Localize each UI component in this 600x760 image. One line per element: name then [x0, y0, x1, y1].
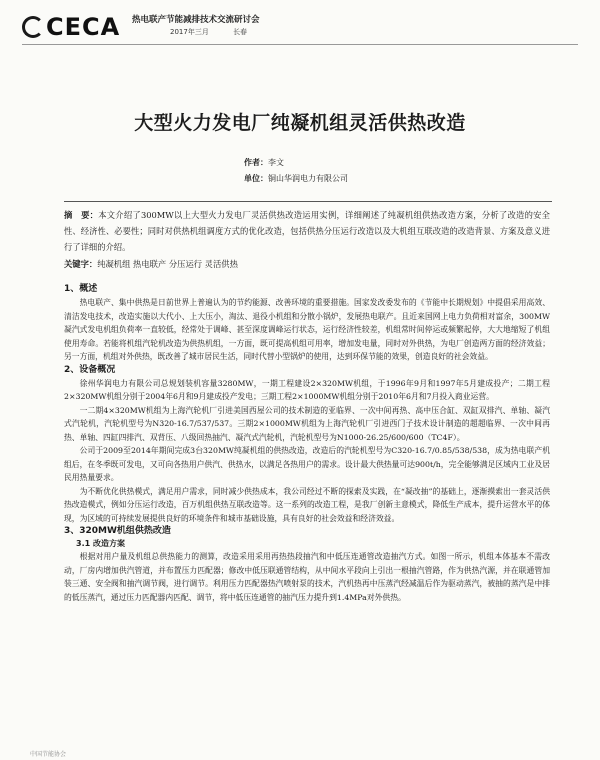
page-footer: 中国节能协会: [30, 751, 67, 758]
page-header: [22, 10, 578, 44]
paper-title: 大型火力发电厂纯凝机组灵活供热改造: [134, 112, 466, 134]
abstract-text: 本文介绍了300MW以上大型火力发电厂灵活供热改造运用实例，详细阐述了纯凝机组供热改造方案，分析了改造的安全性、经济性、必要性；同时对供热机组调度方式的优化改造，包括供热分压运行改造以及大机组互联改造的改造背景、方案及意义进行了详细的介绍。: [64, 210, 550, 252]
affiliation-label: 单位：: [244, 173, 268, 183]
section-heading: 1、概述: [64, 284, 98, 294]
header-divider: [22, 44, 578, 45]
abstract-label: 摘 要：: [64, 210, 99, 220]
author-line: [244, 157, 348, 168]
author-label: 作者：: [244, 157, 268, 167]
conference-date-place: [170, 27, 269, 37]
paragraph: 一二期4×320MW机组为上海汽轮机厂引进美国西屋公司的技术制造的亚临界、一次中间再热、高中压合缸、双缸双排汽、单轴、凝汽式汽轮机，汽轮机型号为N320-16.7/537/537。三期2×1000MW机组为上海汽轮机厂引进西门子技术设计制造的超超临界、一次中间再热、单轴、四缸四排汽、双背压、八级回热抽汽、凝汽式汽轮机，汽轮机型号为N1000-26.25/600/600（TC4F）。: [64, 405, 550, 442]
conference-name: 热电联产节能减排技术交流研讨会: [132, 15, 260, 25]
section-heading: 2、设备概况: [64, 364, 116, 375]
keywords-text: 纯凝机组 热电联产 分压运行 灵活供热: [97, 259, 238, 269]
conference-date: 2017年三月: [170, 28, 209, 36]
affiliation-name: 铜山华润电力有限公司: [268, 174, 348, 183]
logo-text: CECA: [46, 13, 121, 41]
abstract-divider: [64, 201, 552, 202]
subsection-heading: 3.1 改造方案: [76, 539, 125, 548]
keywords-label: 关键字：: [64, 259, 98, 269]
byline: [244, 157, 348, 189]
section-heading: 3、320MW机组供热改造: [64, 526, 171, 536]
paragraph: 为不断优化供热模式，满足用户需求，同时减少供热成本，我公司经过不断的探索及实践，在“凝改抽”的基础上，逐渐摸索出一套灵活供热改造模式，例如分压运行改造，百万机组供热互联改造等。这一系列的改造工程，是我厂创新主意模式，降低生产成本，提升运营水平的体现，为区域的可持续发展提供良好的环境条件和城市基础设施，具有良好的社会效益和经济效益。: [64, 486, 550, 523]
logo-ring-icon: [22, 16, 44, 38]
author-name: 李文: [268, 158, 284, 167]
paragraph: 热电联产、集中供热是日前世界上普遍认为的节约能源、改善环境的重要措施。国家发改委发布的《节能中长期规划》中提倡采用高效、清洁发电技术，改造实施以大代小、上大压小，淘汰、退役小机组和分散小锅炉，发展热电联产。且近来国网上电力负荷相对富余，300MW凝汽式发电机组负荷率一直较低，经常处于调峰、甚至深度调峰运行状态，运行经济性较差，机组常时间停运或频繁起停，大大地缩短了机组使用寿命。若能将机组汽轮机改造为供热机组，一方面，既可提高机组可用率，增加发电量，同时对外供热，为电厂创造两方面的经济效益；另一方面，机组对外供热，既改善了城市居民生活，同时代替小型锅炉的使用，达到环保节能的效果，创造良好的社会效益。: [64, 298, 550, 361]
conference-place: 长春: [233, 28, 248, 36]
paragraph: 公司于2009至2014年期间完成3台320MW纯凝机组的供热改造，改造后的汽轮机型号为C320-16.7/0.85/538/538，成为热电联产机组后，在冬季既可发电，又可向各热用户供汽、供热水，以满足各热用户的需求。设计最大供热量可达900t/h，完全能够满足区域内工业及居民用热量要求。: [64, 446, 550, 482]
paragraph: 徐州华润电力有限公司总规划装机容量3280MW，一期工程建设2×320MW机组，于1996年9月和1997年5月建成投产；二期工程2×320MW机组分别于2004年6月和9月建成投产发电；三期工程2×1000MW机组分别于2010年6月和7月投入商业运营。: [64, 378, 550, 401]
abstract: [64, 207, 550, 255]
affiliation-line: [244, 173, 348, 184]
paper-body: [64, 283, 550, 604]
ceca-logo: [22, 12, 120, 42]
paragraph: 根据对用户量及机组总供热能力的测算，改造采用采用再热热段抽汽和中低压连通管改造抽汽方式。如图一所示，机组本体基本不需改动，厂房内增加供汽管道，并布置压力匹配器；修改中低压联通管结构，从中间水平段向上引出一根抽汽管路，作为供热汽源，并在联通管加装三通、安全阀和抽汽调节阀，进行调节。利用压力匹配器热汽喷射泵的技术，汽机热再中压蒸汽经减温后作为驱动蒸汽，被抽的蒸汽是中排的低压蒸汽，通过压力匹配器内匹配、调节，将中低压连通管的抽汽压力提升到1.4MPa对外供热。: [64, 552, 550, 602]
keywords: [64, 258, 550, 270]
